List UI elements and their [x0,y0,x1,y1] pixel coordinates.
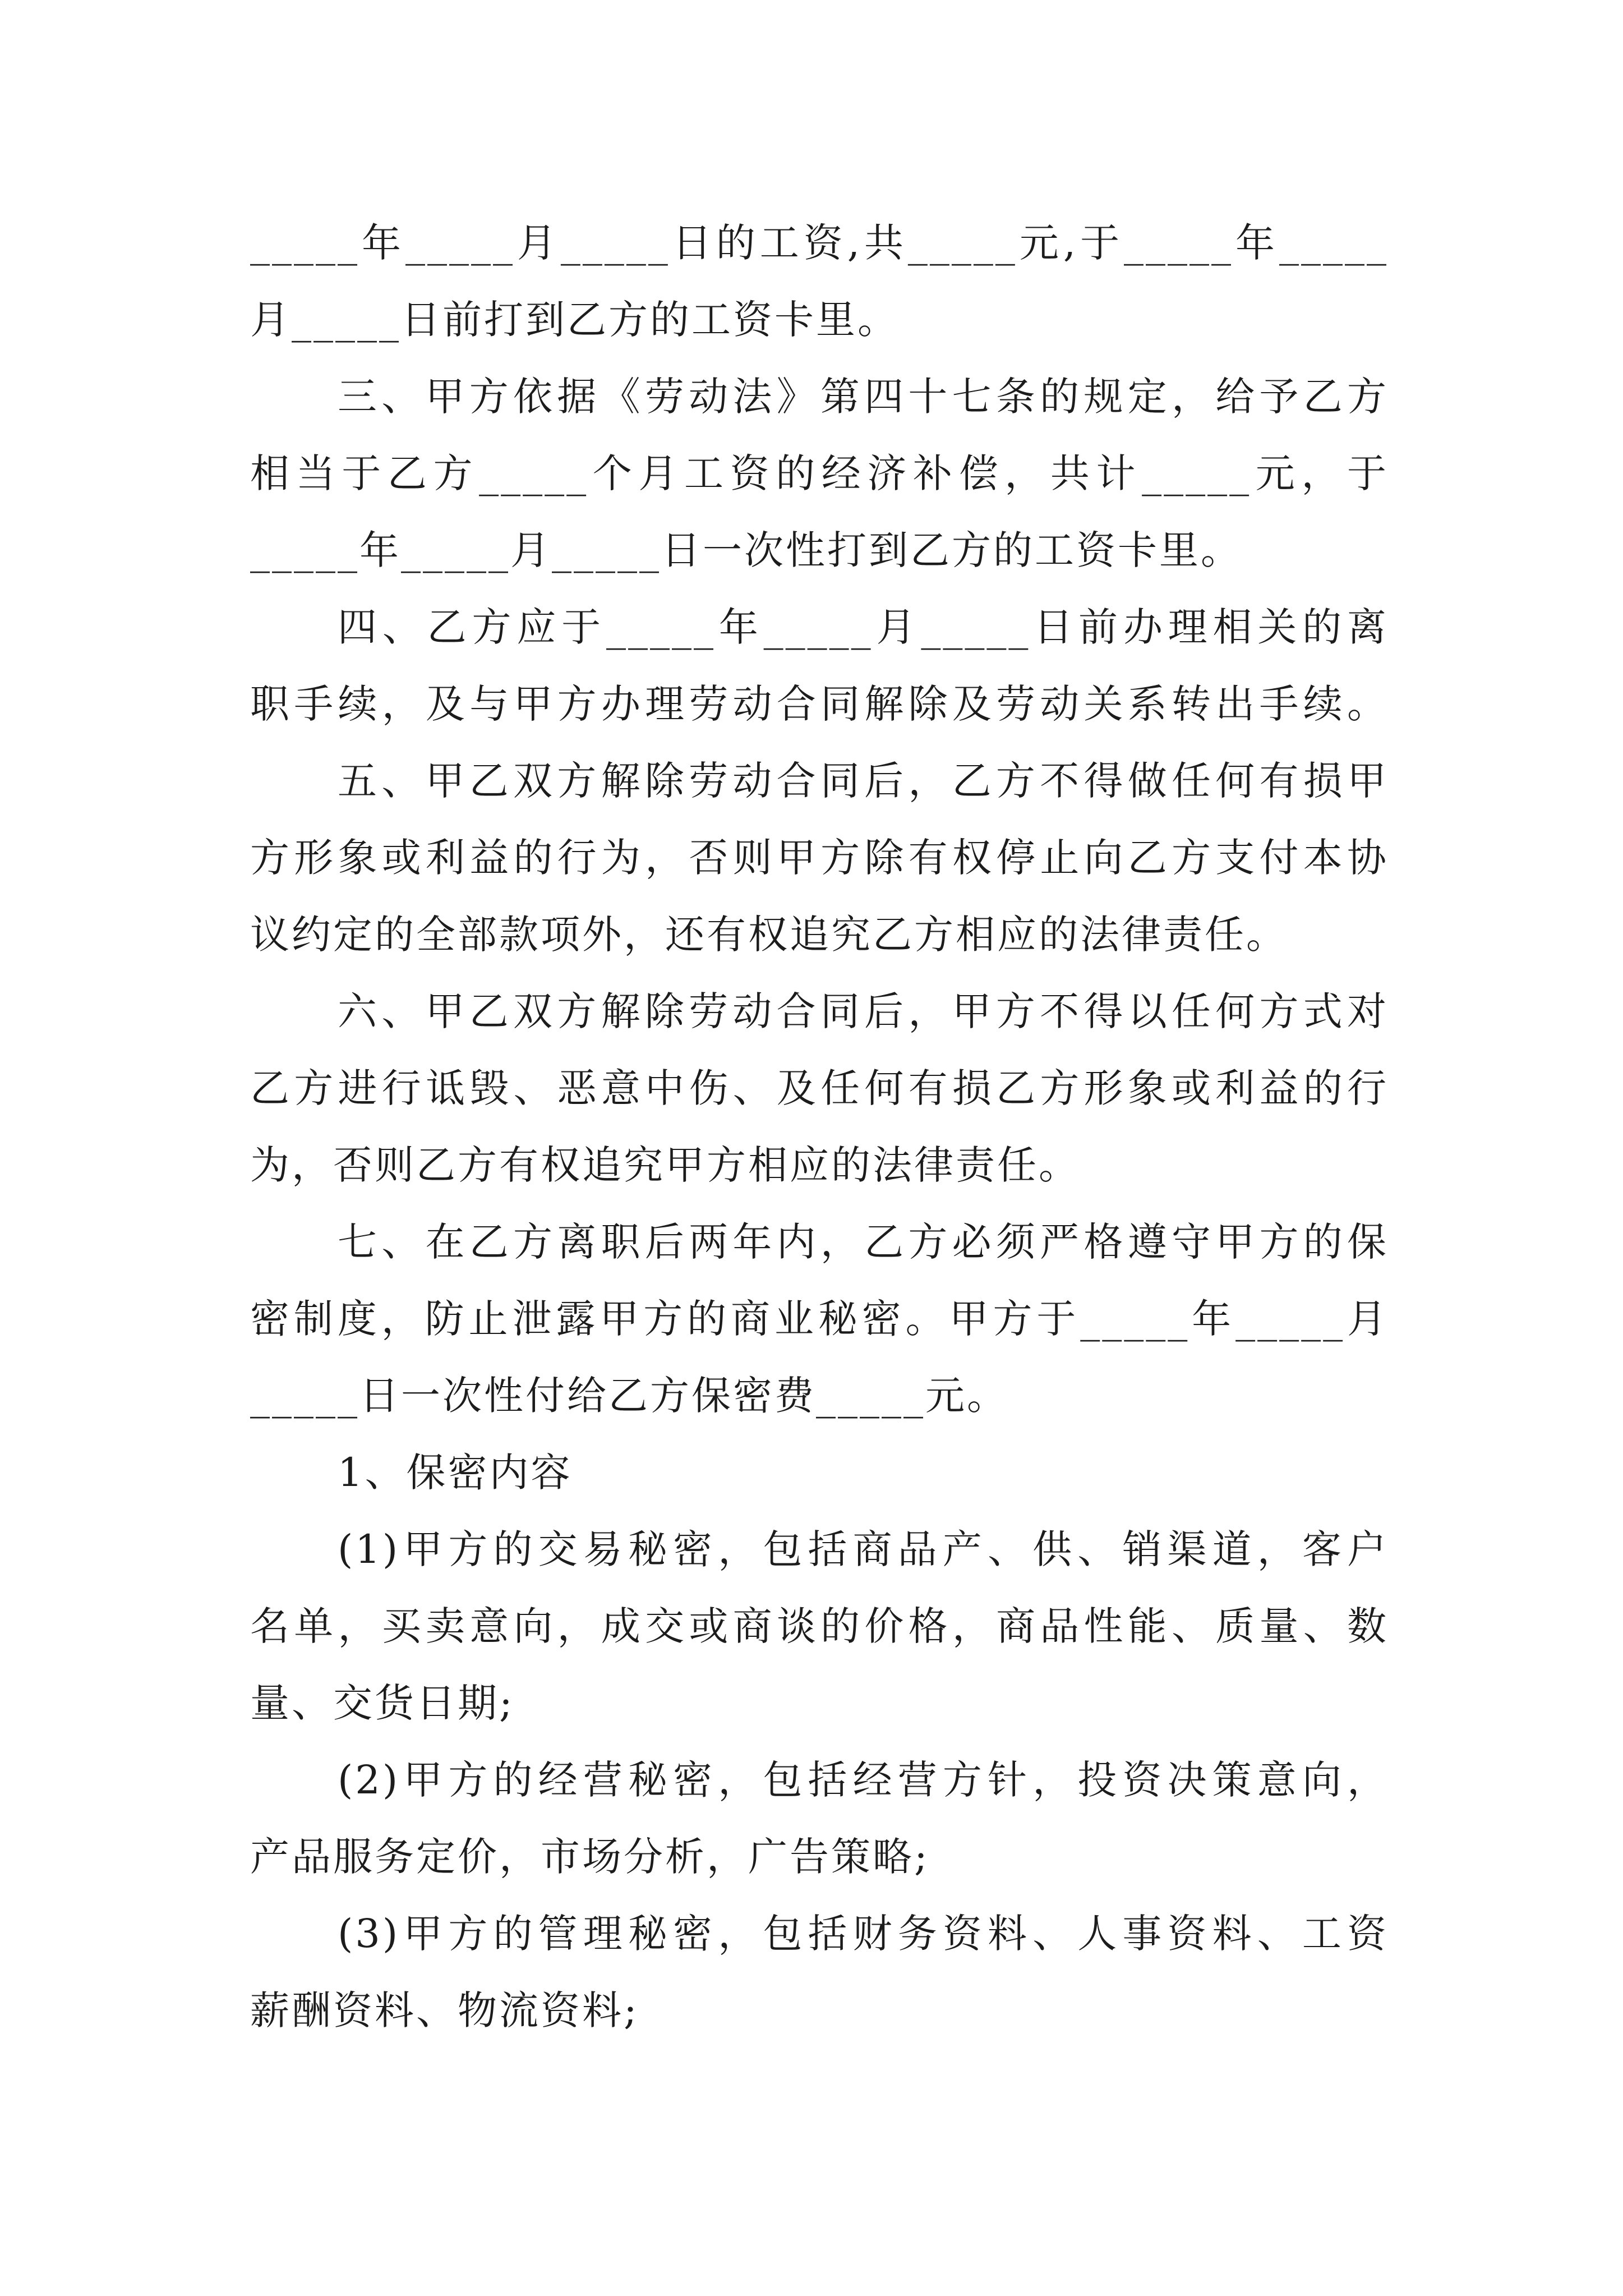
clause-5-line: 五、甲乙双方解除劳动合同后，乙方不得做任何有损甲 [338,758,1389,804]
clause-4-line: 四、乙方应于_____年_____月_____日前办理相关的离 [338,604,1389,650]
clause-3-line: 相当于乙方_____个月工资的经济补偿，共计_____元，于 [250,450,1389,496]
confidential-item-2-line: 产品服务定价，市场分析，广告策略; [250,1834,930,1880]
clause-2-salary-line: 月_____日前打到乙方的工资卡里。 [250,297,899,343]
confidential-item-1-line: 量、交货日期; [250,1680,515,1726]
clause-5-line: 方形象或利益的行为，否则甲方除有权停止向乙方支付本协 [250,835,1389,881]
document-body [250,205,1389,2049]
confidential-item-2-line: (2)甲方的经营秘密，包括经营方针，投资决策意向， [338,1757,1389,1803]
confidential-item-1-line: (1)甲方的交易秘密，包括商品产、供、销渠道，客户 [338,1526,1389,1572]
clause-7-line: 密制度，防止泄露甲方的商业秘密。甲方于_____年_____月 [250,1296,1389,1342]
clause-6-line: 乙方进行诋毁、恶意中伤、及任何有损乙方形象或利益的行 [250,1065,1389,1111]
clause-4-line: 职手续，及与甲方办理劳动合同解除及劳动关系转出手续。 [250,681,1389,727]
clause-5-line: 议约定的全部款项外，还有权追究乙方相应的法律责任。 [250,912,1288,958]
clause-6-line: 六、甲乙双方解除劳动合同后，甲方不得以任何方式对 [338,988,1389,1034]
clause-3-line: _____年_____月_____日一次性打到乙方的工资卡里。 [250,527,1242,573]
clause-3-line: 三、甲方依据《劳动法》第四十七条的规定，给予乙方 [338,374,1389,420]
confidential-item-3-line: 薪酬资料、物流资料; [250,1987,639,2033]
clause-7-line: _____日一次性付给乙方保密费_____元。 [250,1373,1008,1419]
clause-6-line: 为，否则乙方有权追究甲方相应的法律责任。 [250,1142,1080,1188]
confidential-item-1-line: 名单，买卖意向，成交或商谈的价格，商品性能、质量、数 [250,1603,1389,1649]
section-heading: 1、保密内容 [338,1450,573,1496]
confidential-item-3-line: (3)甲方的管理秘密，包括财务资料、人事资料、工资 [338,1911,1389,1957]
clause-2-salary-line: _____年_____月_____日的工资,共_____元,于_____年_____ [250,220,1389,266]
clause-7-line: 七、在乙方离职后两年内，乙方必须严格遵守甲方的保 [338,1219,1389,1265]
